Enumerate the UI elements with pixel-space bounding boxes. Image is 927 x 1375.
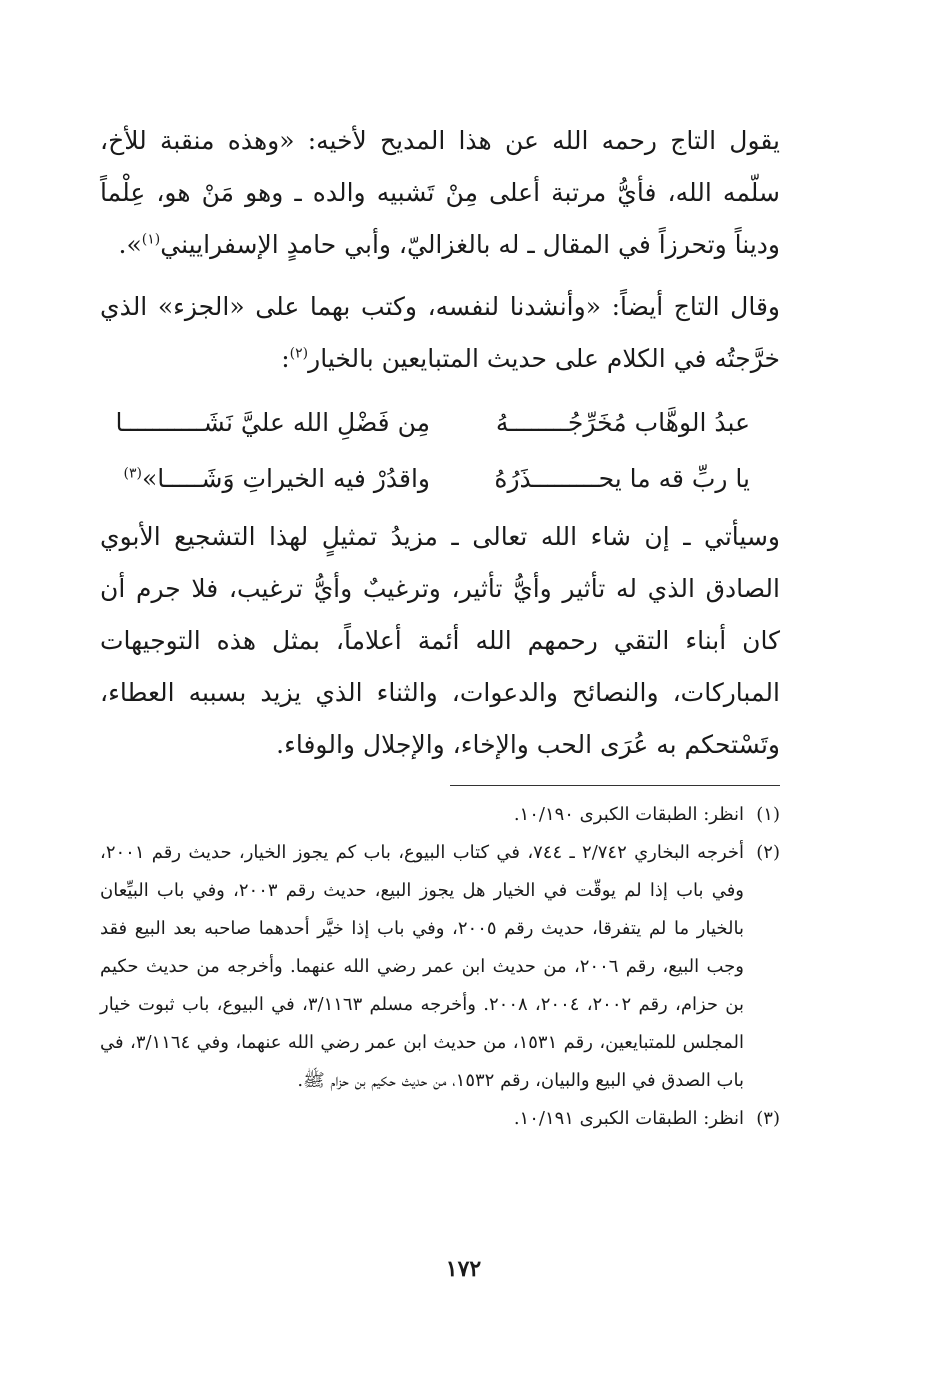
footnote-number: (١) <box>756 804 780 825</box>
book-page <box>100 115 780 1138</box>
footnote-2 <box>100 834 780 1100</box>
poem-verses <box>100 395 780 507</box>
footnote-number: (٣) <box>756 1108 780 1129</box>
footnote-separator <box>450 785 780 786</box>
paragraph-1-text: يقول التاج رحمه الله عن هذا المديح لأخيه: «وهذه منقبة للأخ، سلّمه الله، فأيُّ مرتبة أعلى مِنْ تَشبيه والده ـ وهو مَنْ هو، عِلْماً وديناً وتحرزاً في المقال ـ له بالغزاليّ، وأبي حامدٍ الإسفراييني <box>100 126 780 259</box>
footnote-ref-3: (٣) <box>123 465 143 482</box>
footnote-number: (٢) <box>756 842 780 863</box>
paragraph-1 <box>100 115 780 271</box>
footnotes <box>100 796 780 1138</box>
footnote-ref-1: (١) <box>141 231 161 248</box>
footnote-ref-2: (٢) <box>289 345 309 362</box>
paragraph-2 <box>100 281 780 385</box>
verse-2-second-hemistich <box>123 451 430 507</box>
verse-line <box>100 451 780 507</box>
verse-1-first-hemistich: عبدُ الوهَّاب مُخَرِّجُــــــــهُ <box>495 408 750 437</box>
paragraph-1-end: ». <box>118 230 142 259</box>
paragraph-2-text: وقال التاج أيضاً: «وأنشدنا لنفسه، وكتب بهما على «الجزء» الذي خرَّجتُه في الكلام على حديث المتبايعين بالخيار <box>100 292 780 373</box>
footnote-3 <box>100 1100 780 1138</box>
paragraph-2-end: : <box>281 344 290 373</box>
verse-2-first-hemistich: يا ربِّ قه ما يحـــــــــذَرُهُ <box>494 464 750 493</box>
footnote-text: أخرجه البخاري ٢/٧٤٢ ـ ٧٤٤، في كتاب البيوع، باب كم يجوز الخيار، حديث رقم ٢٠٠١، وفي باب إذا لم يوقّت في الخيار هل يجوز البيع، حديث رقم ٢٠٠٣، وفي باب البيِّعان بالخيار ما لم يتفرقا، حديث رقم ٢٠٠٥، وفي باب إذا خيَّر أحدهما صاحبه بعد البيع فقد وجب البيع، رقم ٢٠٠٦، من حديث ابن عمر رضي الله عنهما. وأخرجه من حديث حكيم بن حزام، رقم ٢٠٠٢، ٢٠٠٤، ٢٠٠٨. وأخرجه مسلم ٣/١١٦٣، في البيوع، باب ثبوت خيار المجلس للمتبايعين، رقم ١٥٣١، من حديث ابن عمر رضي الله عنهما، وفي ٣/١١٦٤، في باب الصدق في البيع والبيان، رقم ١٥٣٢، من حديث حكيم بن حزام ﷺ. <box>100 842 745 1091</box>
verse-line <box>100 395 780 451</box>
page-number: ١٧٢ <box>445 1256 482 1282</box>
footnote-1 <box>100 796 780 834</box>
footnote-text: انظر: الطبقات الكبرى ١٠/١٩١. <box>513 1108 744 1129</box>
footnote-text: انظر: الطبقات الكبرى ١٠/١٩٠. <box>513 804 744 825</box>
verse-2-second-text: واقدُرْ فيه الخيراتِ وَشَـــــا» <box>142 464 430 493</box>
paragraph-3: وسيأتي ـ إن شاء الله تعالى ـ مزيدُ تمثيلٍ لهذا التشجيع الأبوي الصادق الذي له تأثير وأيُّ تأثير، وترغيبٌ وأيُّ ترغيب، فلا جرم أن كان أبناء التقي رحمهم الله أئمة أعلاماً، بمثل هذه التوجيهات المباركات، والنصائح والدعوات، والثناء الذي يزيد بسببه العطاء، وتَسْتحكم به عُرَى الحب والإخاء، والإجلال والوفاء. <box>100 522 780 759</box>
verse-1-second-hemistich: مِن فَضْلِ الله عليَّ نَشَـــــــــــا <box>115 408 430 437</box>
